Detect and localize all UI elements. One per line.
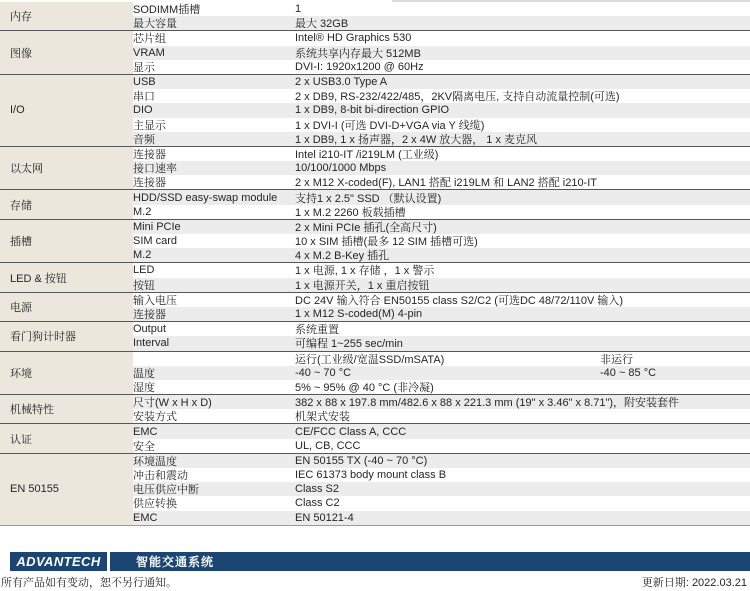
spec-value: 1	[295, 3, 302, 16]
spec-value: -40 ~ 70 °C	[295, 366, 352, 379]
spec-value-secondary: 非运行	[600, 353, 633, 366]
spec-value: 4 x M.2 B-Key 插孔	[295, 250, 390, 263]
spec-row	[133, 424, 750, 438]
spec-label: EMC	[133, 511, 158, 524]
spec-value: 1 x 电源, 1 x 存储 ，1 x 警示	[295, 265, 435, 278]
spec-row	[133, 147, 750, 161]
spec-label: DIO	[133, 104, 153, 117]
spec-label: 串口	[133, 91, 155, 104]
spec-category: 图像	[0, 31, 133, 74]
spec-value: IEC 61373 body mount class B	[295, 469, 447, 482]
spec-value: 2 x DB9, RS-232/422/485，2KV隔离电压, 支持自动流量控制(可选)	[295, 91, 620, 104]
spec-value: 2 x M12 X-coded(F), LAN1 搭配 i219LM 和 LAN2 搭配 i210-IT	[295, 177, 597, 190]
spec-value: DVI-I: 1920x1200 @ 60Hz	[295, 60, 424, 73]
spec-value: 系统共享内存最大 512MB	[295, 47, 421, 60]
spec-value: Class S2	[295, 483, 340, 496]
spec-value: 支持1 x 2.5" SSD （默认设置)	[295, 192, 442, 205]
spec-label: 输入电压	[133, 294, 177, 307]
spec-category: LED & 按钮	[0, 263, 133, 291]
spec-label: 按钮	[133, 279, 155, 292]
spec-value: 2 x USB3.0 Type A	[295, 76, 388, 89]
spec-row	[133, 263, 750, 277]
spec-category: 机械特性	[0, 395, 133, 423]
spec-category: 认证	[0, 424, 133, 452]
spec-label: 最大容量	[133, 18, 177, 31]
spec-value: Intel i210-IT /i219LM (工业级)	[295, 148, 439, 161]
spec-row	[133, 307, 750, 321]
spec-category: 插槽	[0, 220, 133, 263]
spec-row	[133, 16, 750, 30]
spec-label: USB	[133, 76, 156, 89]
spec-label: 尺寸(W x H x D)	[133, 397, 212, 410]
spec-label: 音频	[133, 133, 155, 146]
spec-table	[0, 2, 750, 526]
spec-row	[133, 322, 750, 336]
spec-value: 可编程 1~255 sec/min	[295, 338, 403, 351]
spec-label: 环境温度	[133, 455, 177, 468]
spec-label: 连接器	[133, 309, 166, 322]
spec-section	[0, 189, 750, 218]
spec-value: 1 x 电源开关，1 x 重启按钮	[295, 279, 430, 292]
spec-category: 电源	[0, 293, 133, 321]
spec-category: 存储	[0, 190, 133, 218]
footer-brand-bar	[10, 552, 750, 571]
spec-value: 10 x SIM 插槽(最多 12 SIM 插槽可选)	[295, 236, 478, 249]
spec-label: 安装方式	[133, 411, 177, 424]
spec-row	[133, 234, 750, 248]
spec-row	[133, 248, 750, 262]
spec-section	[0, 453, 750, 525]
spec-row	[133, 380, 750, 394]
spec-row	[133, 103, 750, 117]
spec-row	[133, 132, 750, 146]
spec-label: HDD/SSD easy-swap module	[133, 191, 278, 204]
spec-section	[0, 321, 750, 350]
spec-value: 10/100/1000 Mbps	[295, 162, 387, 175]
spec-value: 1 x DB9, 1 x 扬声器，2 x 4W 放大器， 1 x 麦克风	[295, 133, 538, 146]
spec-value: 1 x DVI-I (可选 DVI-D+VGA via Y 线缆)	[295, 119, 485, 132]
spec-value: 1 x M12 S-coded(M) 4-pin	[295, 308, 423, 321]
spec-label: 芯片组	[133, 33, 166, 46]
spec-row	[133, 118, 750, 132]
spec-label: M.2	[133, 249, 152, 262]
spec-label: 连接器	[133, 177, 166, 190]
spec-value: Class C2	[295, 497, 340, 510]
spec-label: 显示	[133, 61, 155, 74]
spec-value: 5% ~ 95% @ 40 °C (非冷凝)	[295, 381, 434, 394]
spec-label: Interval	[133, 337, 170, 350]
spec-row	[133, 161, 750, 175]
spec-label: 主显示	[133, 119, 166, 132]
spec-label: 接口速率	[133, 163, 177, 176]
spec-row	[133, 366, 750, 380]
spec-section	[0, 2, 750, 30]
spec-label: EMC	[133, 425, 158, 438]
spec-row	[133, 2, 750, 16]
spec-value: EN 50155 TX (-40 ~ 70 °C)	[295, 454, 428, 467]
spec-label: 电压供应中断	[133, 484, 199, 497]
spec-section	[0, 146, 750, 190]
spec-row	[133, 336, 750, 350]
footer-update-date: 更新日期: 2022.03.21	[641, 577, 747, 589]
spec-label: LED	[133, 264, 155, 277]
spec-label: Mini PCIe	[133, 220, 181, 233]
spec-category: 以太网	[0, 147, 133, 190]
spec-row	[133, 439, 750, 453]
spec-label: SODIMM插槽	[133, 4, 201, 17]
spec-row	[133, 352, 750, 366]
spec-value: UL, CB, CCC	[295, 439, 361, 452]
spec-category: EN 50155	[0, 454, 133, 525]
spec-row	[133, 511, 750, 525]
spec-row	[133, 496, 750, 510]
spec-row	[133, 482, 750, 496]
spec-row	[133, 190, 750, 204]
spec-row	[133, 89, 750, 103]
spec-row	[133, 293, 750, 307]
spec-label: M.2	[133, 205, 152, 218]
spec-value: 最大 32GB	[295, 18, 349, 31]
spec-row	[133, 468, 750, 482]
spec-value: CE/FCC Class A, CCC	[295, 425, 407, 438]
spec-label: 供应转换	[133, 498, 177, 511]
spec-row	[133, 31, 750, 45]
spec-category: 内存	[0, 2, 133, 30]
spec-label: 湿度	[133, 381, 155, 394]
spec-value: 1 x DB9, 8-bit bi-direction GPIO	[295, 104, 450, 117]
spec-value: Intel® HD Graphics 530	[295, 32, 412, 45]
spec-row	[133, 220, 750, 234]
spec-section	[0, 292, 750, 321]
spec-label: VRAM	[133, 46, 165, 59]
spec-value: 382 x 88 x 197.8 mm/482.6 x 88 x 221.3 mm (19" x 3.46" x 8.71")，附安装套件	[295, 397, 680, 410]
spec-section	[0, 30, 750, 74]
advantech-logo: ADVANTECH	[16, 554, 101, 569]
spec-row	[133, 75, 750, 89]
spec-row	[133, 454, 750, 468]
spec-value: 系统重置	[295, 324, 339, 337]
spec-category: 看门狗计时器	[0, 322, 133, 350]
spec-label: 连接器	[133, 148, 166, 161]
spec-row	[133, 205, 750, 219]
spec-section	[0, 423, 750, 452]
spec-category: 环境	[0, 352, 133, 395]
spec-value: 2 x Mini PCIe 插孔(全高尺寸)	[295, 221, 437, 234]
spec-value-secondary: -40 ~ 85 °C	[600, 366, 657, 379]
spec-section	[0, 219, 750, 263]
spec-section	[0, 262, 750, 291]
spec-value: DC 24V 输入符合 EN50155 class S2/C2 (可选DC 48/72/110V 输入)	[295, 294, 624, 307]
spec-label: Output	[133, 323, 167, 336]
footer-disclaimer: 所有产品如有变动，恕不另行通知。	[1, 577, 177, 589]
spec-label: 安全	[133, 440, 155, 453]
spec-section	[0, 351, 750, 395]
spec-label: SIM card	[133, 235, 178, 248]
spec-row	[133, 46, 750, 60]
spec-value: 运行(工业级/宽温SSD/mSATA)	[295, 353, 445, 366]
footer-tagline: 智能交通系统	[136, 555, 215, 569]
spec-section	[0, 394, 750, 423]
spec-value: 机架式安装	[295, 411, 350, 424]
spec-row	[133, 175, 750, 189]
spec-row	[133, 395, 750, 409]
spec-value: EN 50121-4	[295, 511, 354, 524]
spec-row	[133, 278, 750, 292]
spec-row	[133, 60, 750, 74]
spec-section	[0, 74, 750, 146]
spec-category: I/O	[0, 75, 133, 146]
spec-label: 温度	[133, 367, 155, 380]
spec-label: 冲击和震动	[133, 470, 188, 483]
spec-value: 1 x M.2 2260 板载插槽	[295, 206, 406, 219]
spec-row	[133, 409, 750, 423]
